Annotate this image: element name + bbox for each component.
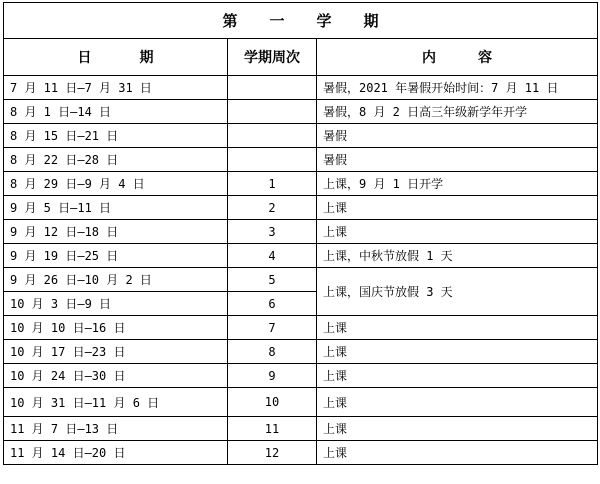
week-cell: 9 bbox=[228, 364, 317, 388]
date-cell: 10 月 3 日—9 日 bbox=[4, 292, 228, 316]
table-row bbox=[4, 441, 598, 465]
week-cell: 1 bbox=[228, 172, 317, 196]
date-cell: 8 月 15 日—21 日 bbox=[4, 124, 228, 148]
content-cell-merged: 上课，国庆节放假 3 天 bbox=[317, 268, 598, 316]
week-cell bbox=[228, 124, 317, 148]
week-cell: 8 bbox=[228, 340, 317, 364]
date-cell: 10 月 10 日—16 日 bbox=[4, 316, 228, 340]
week-cell: 4 bbox=[228, 244, 317, 268]
table-row bbox=[4, 364, 598, 388]
week-cell bbox=[228, 148, 317, 172]
content-cell: 暑假，2021 年暑假开始时间：7 月 11 日 bbox=[317, 76, 598, 100]
content-cell: 上课 bbox=[317, 364, 598, 388]
content-cell: 暑假 bbox=[317, 148, 598, 172]
week-cell: 7 bbox=[228, 316, 317, 340]
table-row bbox=[4, 148, 598, 172]
table-row bbox=[4, 340, 598, 364]
column-header-date: 日期 bbox=[4, 39, 228, 76]
date-cell: 10 月 24 日—30 日 bbox=[4, 364, 228, 388]
header-row bbox=[4, 39, 598, 76]
week-cell: 3 bbox=[228, 220, 317, 244]
table-row bbox=[4, 220, 598, 244]
column-header-week: 学期周次 bbox=[228, 39, 317, 76]
table-row bbox=[4, 316, 598, 340]
date-cell: 7 月 11 日—7 月 31 日 bbox=[4, 76, 228, 100]
content-cell: 上课 bbox=[317, 220, 598, 244]
date-cell: 9 月 26 日—10 月 2 日 bbox=[4, 268, 228, 292]
table-row bbox=[4, 388, 598, 417]
week-cell: 2 bbox=[228, 196, 317, 220]
content-cell: 上课 bbox=[317, 388, 598, 417]
week-cell: 6 bbox=[228, 292, 317, 316]
semester-calendar-table bbox=[3, 2, 598, 465]
column-header-content: 内容 bbox=[317, 39, 598, 76]
date-cell: 9 月 5 日—11 日 bbox=[4, 196, 228, 220]
table-row bbox=[4, 268, 598, 292]
title-row bbox=[4, 3, 598, 39]
week-cell: 10 bbox=[228, 388, 317, 417]
date-cell: 8 月 1 日—14 日 bbox=[4, 100, 228, 124]
date-cell: 9 月 19 日—25 日 bbox=[4, 244, 228, 268]
date-cell: 11 月 7 日—13 日 bbox=[4, 417, 228, 441]
week-cell bbox=[228, 76, 317, 100]
table-row bbox=[4, 124, 598, 148]
content-cell: 上课 bbox=[317, 441, 598, 465]
week-cell bbox=[228, 100, 317, 124]
content-cell: 暑假，8 月 2 日高三年级新学年开学 bbox=[317, 100, 598, 124]
table-row bbox=[4, 417, 598, 441]
date-cell: 11 月 14 日—20 日 bbox=[4, 441, 228, 465]
content-cell: 上课 bbox=[317, 340, 598, 364]
table-row bbox=[4, 100, 598, 124]
content-cell: 上课，中秋节放假 1 天 bbox=[317, 244, 598, 268]
content-cell: 上课，9 月 1 日开学 bbox=[317, 172, 598, 196]
table-row bbox=[4, 172, 598, 196]
date-cell: 9 月 12 日—18 日 bbox=[4, 220, 228, 244]
date-cell: 10 月 17 日—23 日 bbox=[4, 340, 228, 364]
table-row bbox=[4, 196, 598, 220]
table-title: 第一学期 bbox=[4, 3, 598, 39]
content-cell: 上课 bbox=[317, 417, 598, 441]
week-cell: 12 bbox=[228, 441, 317, 465]
week-cell: 5 bbox=[228, 268, 317, 292]
date-cell: 8 月 22 日—28 日 bbox=[4, 148, 228, 172]
content-cell: 上课 bbox=[317, 316, 598, 340]
date-cell: 8 月 29 日—9 月 4 日 bbox=[4, 172, 228, 196]
date-cell: 10 月 31 日—11 月 6 日 bbox=[4, 388, 228, 417]
content-cell: 暑假 bbox=[317, 124, 598, 148]
table-row bbox=[4, 244, 598, 268]
content-cell: 上课 bbox=[317, 196, 598, 220]
table-row bbox=[4, 76, 598, 100]
week-cell: 11 bbox=[228, 417, 317, 441]
